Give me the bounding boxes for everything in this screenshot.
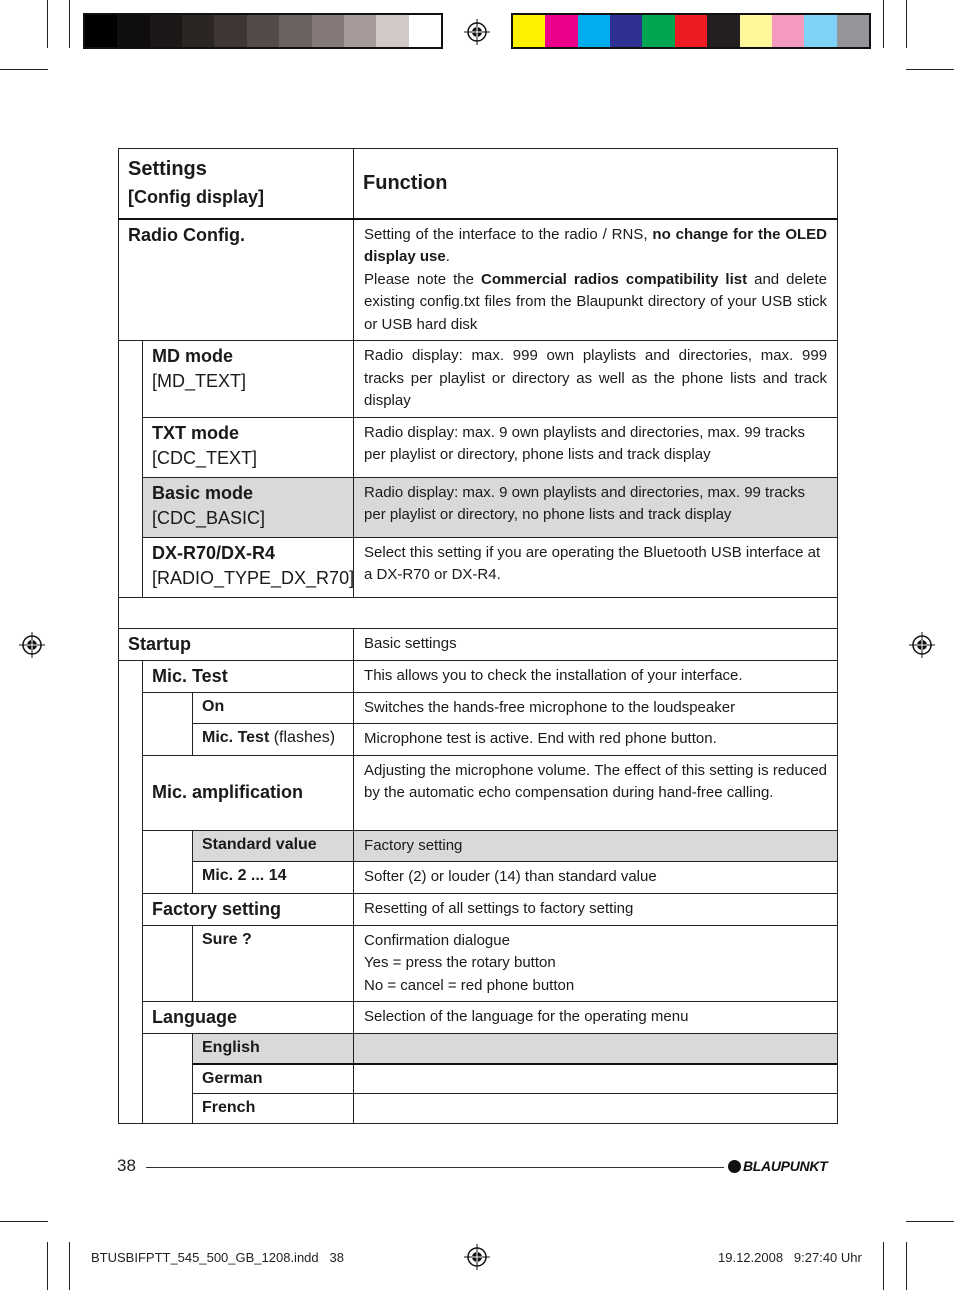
- language-french: French: [202, 1099, 256, 1116]
- factory-setting-cell: [143, 893, 354, 925]
- process-color-swatch: [610, 15, 642, 47]
- process-color-swatch: [545, 15, 577, 47]
- standard-value-label: Standard value: [202, 835, 317, 853]
- settings-table: [118, 148, 838, 1124]
- factory-setting-function: Resetting of all settings to factory setting: [354, 893, 838, 925]
- mic-test-function: This allows you to check the installation of your interface.: [354, 660, 838, 692]
- process-color-swatch: [642, 15, 674, 47]
- language-english: English: [202, 1039, 260, 1056]
- sure-label: Sure ?: [202, 930, 252, 948]
- grayscale-swatch: [344, 15, 376, 47]
- mic-amp-indent-cell: [143, 830, 193, 893]
- file-info: BTUSBIFPTT_545_500_GB_1208.indd 38: [91, 1250, 344, 1265]
- settings-header-cell: [119, 149, 354, 219]
- sure-function: [354, 925, 838, 1002]
- dx-r70-label: DX-R70/DX-R4: [152, 542, 276, 563]
- process-color-swatch: [578, 15, 610, 47]
- md-mode-code: [MD_TEXT]: [152, 371, 247, 391]
- brand-name: BLAUPUNKT: [743, 1158, 828, 1174]
- radio-config-cell: [119, 219, 354, 341]
- function-header-cell: [354, 149, 838, 219]
- date-info: 19.12.2008 9:27:40 Uhr: [718, 1250, 862, 1265]
- process-color-bar: [511, 13, 871, 49]
- mic-test-cell: [143, 660, 354, 692]
- mic-range-function: Softer (2) or louder (14) than standard value: [354, 862, 838, 894]
- grayscale-swatch: [409, 15, 441, 47]
- grayscale-swatch: [376, 15, 408, 47]
- process-color-swatch: [804, 15, 836, 47]
- startup-function: Basic settings: [354, 628, 838, 660]
- language-english-empty: [354, 1034, 838, 1064]
- language-function: Selection of the language for the operating menu: [354, 1002, 838, 1034]
- radio-config-text-1: Setting of the interface to the radio / RNS,: [364, 225, 653, 243]
- mic-amp-function: Adjusting the microphone volume. The effect of this setting is reduced by the automatic echo compensation during hand-free calling.: [354, 755, 838, 830]
- process-color-swatch: [513, 15, 545, 47]
- grayscale-swatch: [312, 15, 344, 47]
- grayscale-color-bar: [83, 13, 443, 49]
- mic-amp-label: Mic. amplification: [152, 782, 304, 802]
- on-cell: [193, 692, 354, 724]
- settings-heading: Settings: [128, 158, 207, 181]
- language-french-cell: [193, 1094, 354, 1124]
- radio-config-function: [354, 219, 838, 341]
- mic-test-flash-label: Mic. Test: [202, 729, 270, 746]
- mic-test-label: Mic. Test: [152, 665, 228, 686]
- basic-mode-label: Basic mode: [152, 482, 254, 503]
- dx-r70-cell: [143, 537, 354, 597]
- indent-cell: [119, 341, 143, 598]
- standard-value-cell: [193, 830, 354, 862]
- language-german: German: [202, 1069, 263, 1087]
- dx-r70-code: [RADIO_TYPE_DX_R70]: [152, 567, 355, 588]
- spacer-row: [119, 597, 838, 628]
- txt-mode-code: [CDC_TEXT]: [152, 447, 258, 468]
- language-german-cell: [193, 1064, 354, 1094]
- radio-config-text-3: Please note the: [364, 270, 481, 288]
- grayscale-swatch: [247, 15, 279, 47]
- process-color-swatch: [772, 15, 804, 47]
- grayscale-swatch: [85, 15, 117, 47]
- process-color-swatch: [675, 15, 707, 47]
- startup-indent-cell: [119, 660, 143, 1124]
- radio-config-label: Radio Config.: [128, 224, 245, 245]
- basic-mode-code: [CDC_BASIC]: [152, 507, 266, 528]
- txt-mode-function: Radio display: max. 9 own playlists and directories, max. 99 tracks per playlist or directory, phone lists and track display: [354, 417, 838, 477]
- md-mode-label: MD mode: [152, 346, 233, 366]
- registration-mark-icon: [19, 632, 45, 658]
- language-label: Language: [152, 1007, 238, 1027]
- config-display-heading: [Config display]: [128, 187, 264, 208]
- language-german-empty: [354, 1064, 838, 1094]
- startup-label: Startup: [128, 633, 191, 654]
- factory-setting-label: Factory setting: [152, 898, 282, 919]
- startup-cell: [119, 628, 354, 660]
- blaupunkt-logo: [728, 1158, 827, 1174]
- language-english-cell: [193, 1034, 354, 1064]
- radio-config-bold-1: no change for the OLED display use: [364, 225, 828, 265]
- basic-mode-cell: [143, 477, 354, 537]
- basic-mode-function: Radio display: max. 9 own playlists and directories, max. 99 tracks per playlist or directory, no phone lists and track display: [354, 477, 838, 537]
- function-heading: Function: [363, 171, 448, 194]
- footer-rule: [146, 1167, 724, 1168]
- language-indent-cell: [143, 1034, 193, 1124]
- radio-config-text-2: .: [445, 248, 450, 265]
- radio-config-bold-2: Commercial radios compatibility list: [480, 270, 748, 288]
- md-mode-function: Radio display: max. 999 own playlists and directories, max. 999 tracks per playlist or directory as well as the phone lists and track display: [354, 341, 838, 418]
- dx-r70-function: Select this setting if you are operating the Bluetooth USB interface at a DX-R70 or DX-R4.: [354, 537, 838, 597]
- language-cell: [143, 1002, 354, 1034]
- blaupunkt-dot-icon: [728, 1160, 741, 1173]
- language-french-empty: [354, 1094, 838, 1124]
- sure-cell: [193, 925, 354, 1002]
- mic-range-label: Mic. 2 ... 14: [202, 867, 287, 884]
- mic-test-flash-suffix: (flashes): [269, 729, 336, 746]
- sure-line-3: No = cancel = red phone button: [364, 976, 575, 994]
- process-color-swatch: [740, 15, 772, 47]
- mic-test-indent-cell: [143, 692, 193, 755]
- sure-line-1: Confirmation dialogue: [364, 931, 510, 949]
- txt-mode-label: TXT mode: [152, 422, 240, 443]
- radio-config-text-4: and delete existing config.txt files from the Blaupunkt directory of your USB stick or USB hard disk: [364, 270, 828, 333]
- grayscale-swatch: [117, 15, 149, 47]
- registration-mark-icon: [464, 19, 490, 45]
- grayscale-swatch: [279, 15, 311, 47]
- process-color-swatch: [707, 15, 739, 47]
- registration-mark-icon: [464, 1244, 490, 1270]
- sure-line-2: Yes = press the rotary button: [364, 954, 556, 971]
- txt-mode-cell: [143, 417, 354, 477]
- md-mode-cell: [143, 341, 354, 418]
- registration-mark-icon: [909, 632, 935, 658]
- grayscale-swatch: [214, 15, 246, 47]
- sure-indent-cell: [143, 925, 193, 1002]
- process-color-swatch: [837, 15, 869, 47]
- mic-amp-cell: [143, 755, 354, 830]
- page-number: 38: [117, 1156, 136, 1175]
- on-function: Switches the hands-free microphone to the loudspeaker: [354, 692, 838, 724]
- grayscale-swatch: [182, 15, 214, 47]
- mic-test-flash-cell: [193, 724, 354, 756]
- standard-value-function: Factory setting: [354, 830, 838, 862]
- on-label: On: [202, 697, 225, 715]
- mic-test-flash-function: Microphone test is active. End with red phone button.: [354, 724, 838, 756]
- grayscale-swatch: [150, 15, 182, 47]
- mic-range-cell: [193, 862, 354, 894]
